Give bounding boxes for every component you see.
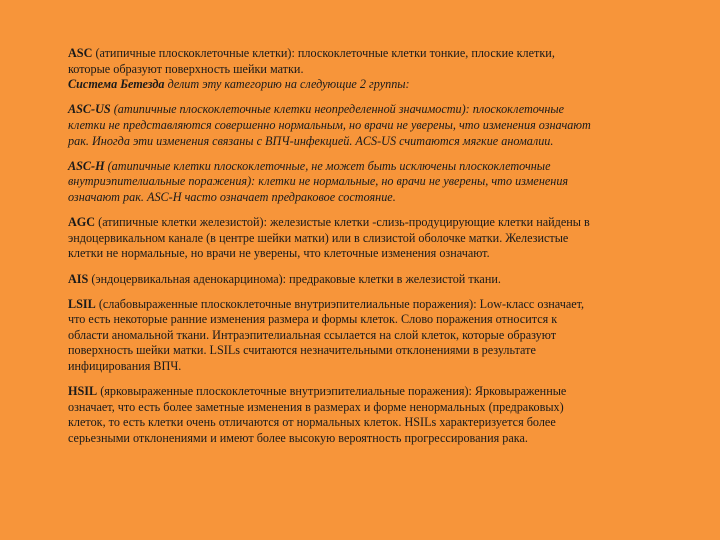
text-run: делит эту категорию на следующие 2 группы:	[164, 77, 410, 92]
text-run: (атипичные плоскоклеточные клетки неопределенной значимости): плоскоклеточные	[110, 102, 565, 117]
text-run: инфицирования ВПЧ.	[68, 359, 182, 374]
term-label: HSIL	[68, 384, 98, 399]
text-run: (атипичные клетки железистой): железистые клетки -слизь-продуцирующие клетки найдены в	[95, 215, 590, 230]
document-body	[68, 46, 680, 456]
text-line	[68, 272, 680, 288]
text-run: клетки не нормальные, но врачи не уверены, что клеточные изменения означают.	[68, 246, 490, 261]
text-run: (ярковыраженные плоскоклеточные внутриэпителиальные поражения): Ярковыраженные	[97, 384, 567, 399]
text-run: серьезными отклонениями и имеют более высокую вероятность прогрессирования рака.	[68, 431, 528, 446]
text-line	[68, 343, 680, 359]
paragraph-agc	[68, 215, 680, 262]
text-line	[68, 431, 680, 447]
text-line	[68, 384, 680, 400]
text-run: области аномальной ткани. Интраэпителиальная ссылается на слой клеток, которые образуют	[68, 327, 557, 342]
paragraph-asc-h	[68, 159, 680, 206]
text-run: поверхность шейки матки. LSILs считаются незначительными отклонениями в результате	[68, 343, 536, 358]
text-run: клетки не представляются совершенно нормальным, но врачи не уверены, что изменения означают	[68, 117, 591, 132]
text-line	[68, 134, 680, 150]
term-label: LSIL	[68, 296, 96, 311]
text-line	[68, 159, 680, 175]
text-run: эндоцервикальном канале (в центре шейки матки) или в слизистой оболочке матки. Железистые	[68, 230, 569, 245]
text-line	[68, 297, 680, 313]
text-run: означают рак. ASC-H часто означает предраковое состояние.	[68, 189, 396, 204]
text-line	[68, 312, 680, 328]
text-line	[68, 231, 680, 247]
term-label: ASC-US	[68, 102, 111, 117]
text-line	[68, 359, 680, 375]
text-line	[68, 415, 680, 431]
paragraph-asc-us	[68, 102, 680, 149]
text-run: (атипичные плоскоклеточные клетки): плоскоклеточные клетки тонкие, плоские клетки,	[92, 46, 555, 60]
paragraph-lsil	[68, 297, 680, 375]
text-run: что есть некоторые ранние изменения размера и формы клеток. Слово поражения относится к	[68, 312, 558, 327]
term-label: Система Бетезда	[68, 77, 165, 92]
paragraph-hsil	[68, 384, 680, 446]
text-line	[68, 400, 680, 416]
text-run: (эндоцервикальная аденокарцинома): предраковые клетки в железистой ткани.	[88, 271, 501, 286]
text-line	[68, 190, 680, 206]
paragraph-ais	[68, 272, 680, 288]
term-label: ASC-H	[68, 158, 105, 173]
term-label: ASC	[68, 46, 93, 60]
text-line	[68, 46, 680, 62]
text-run: которые образуют поверхность шейки матки.	[68, 61, 304, 76]
text-run: внутриэпителиальные поражения): клетки не нормальные, но врачи не уверены, что изменения	[68, 174, 569, 189]
text-run: рак. Иногда эти изменения связаны с ВПЧ-инфекцией. ACS-US считаются мягкие аномалии.	[68, 133, 554, 148]
text-run: означает, что есть более заметные изменения в размерах и форме ненормальных (предраковых)	[68, 399, 564, 414]
text-line	[68, 246, 680, 262]
text-line	[68, 215, 680, 231]
paragraph-asc	[68, 46, 680, 93]
term-label: AIS	[68, 271, 89, 286]
text-line	[68, 102, 680, 118]
text-line	[68, 328, 680, 344]
text-line	[68, 77, 680, 93]
text-line	[68, 174, 680, 190]
term-label: AGC	[68, 215, 96, 230]
text-line	[68, 118, 680, 134]
text-run: клеток, то есть клетки очень отличаются от нормальных клеток. HSILs характеризуется более	[68, 415, 556, 430]
text-run: (слабовыраженные плоскоклеточные внутриэпителиальные поражения): Low-класс означает,	[95, 296, 585, 311]
text-run: (атипичные клетки плоскоклеточные, не может быть исключены плоскоклеточные	[104, 158, 551, 173]
text-line	[68, 62, 680, 78]
